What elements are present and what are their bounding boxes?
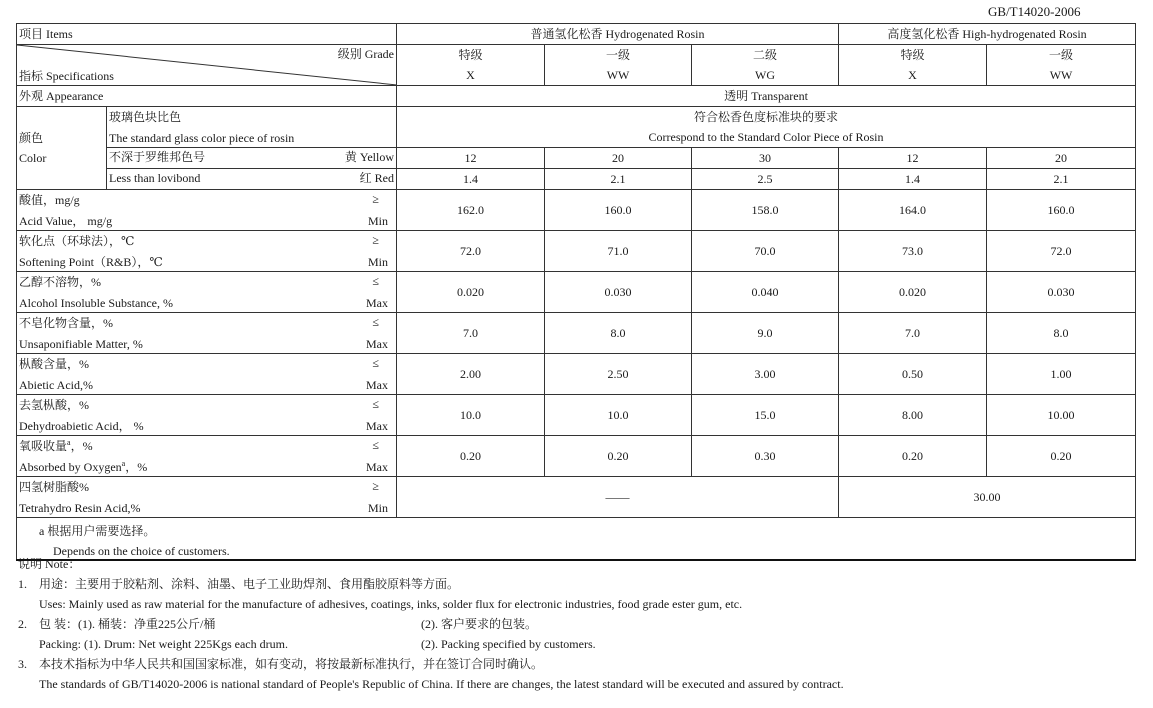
spec-value: 9.0	[692, 313, 839, 354]
appearance-label: 外观 Appearance	[17, 86, 397, 107]
tetrahydro-high-value: 30.00	[839, 477, 1136, 518]
grade-spec-corner	[17, 45, 397, 86]
table-footnote: a 根据用户需要选择。 Depends on the choice of customers.	[17, 518, 1136, 561]
spec-value: 1.00	[987, 354, 1136, 395]
spec-value: 3.00	[692, 354, 839, 395]
spec-row-label-tetrahydro: 四氢树脂酸% Tetrahydro Resin Acid,% ≥ Min	[17, 477, 397, 518]
grade-header: 一级 WW	[987, 45, 1136, 86]
glass-color-label: 玻璃色块比色 The standard glass color piece of rosin	[107, 107, 397, 148]
note-item: 2. 包 装：(1). 桶装：净重225公斤/桶 (2). 客户要求的包装。 Packing: (1). Drum: Net weight 225Kgs each drum. (2). Packing specified by customers.	[18, 617, 596, 651]
color-label: 颜色 Color	[17, 107, 107, 190]
spec-value: 71.0	[545, 231, 692, 272]
spec-row-label-oxygen: 氧吸收量$^a$，% Absorbed by Oxygen$^a$，% ≤ Max	[17, 436, 397, 477]
spec-row-label: 枞酸含量，% Abietic Acid,% ≤ Max	[17, 354, 397, 395]
spec-value: 0.30	[692, 436, 839, 477]
grade-header: 特级 X	[839, 45, 987, 86]
spec-value: 0.20	[987, 436, 1136, 477]
glass-color-value: 符合松香色度标准块的要求 Correspond to the Standard Color Piece of Rosin	[397, 107, 1136, 148]
hydrogenated-group-header: 普通氢化松香 Hydrogenated Rosin	[397, 24, 839, 45]
spec-value: 8.0	[545, 313, 692, 354]
yellow-value: 20	[545, 148, 692, 169]
spec-value: 15.0	[692, 395, 839, 436]
tetrahydro-hydro-value: ——	[397, 477, 839, 518]
spec-value: 8.00	[839, 395, 987, 436]
yellow-value: 30	[692, 148, 839, 169]
note-item: 1. 用途：主要用于胶粘剂、涂料、油墨、电子工业助焊剂、食用酯胶原料等方面。 Uses: Mainly used as raw material for the manufacture of adhesives, coatings, inks, solder flux for electronic industries, food grade ester gum, etc.	[18, 577, 743, 611]
spec-value: 7.0	[839, 313, 987, 354]
red-value: 2.5	[692, 169, 839, 190]
spec-value: 162.0	[397, 190, 545, 231]
spec-value: 7.0	[397, 313, 545, 354]
lovibond-red-label: Less than lovibond 红 Red	[107, 169, 397, 190]
spec-value: 10.0	[545, 395, 692, 436]
items-header: 项目 Items	[17, 24, 397, 45]
red-value: 2.1	[545, 169, 692, 190]
spec-value: 0.030	[545, 272, 692, 313]
high-hydrogenated-group-header: 高度氢化松香 High-hydrogenated Rosin	[839, 24, 1136, 45]
spec-value: 2.50	[545, 354, 692, 395]
yellow-value: 12	[839, 148, 987, 169]
lovibond-yellow-label: 不深于罗维邦色号 黄 Yellow	[107, 148, 397, 169]
spec-row-label: 乙醇不溶物，% Alcohol Insoluble Substance, % ≤ Max	[17, 272, 397, 313]
standard-code: GB/T14020-2006	[988, 4, 1081, 19]
grade-label: 级别 Grade	[337, 47, 395, 61]
spec-value: 0.030	[987, 272, 1136, 313]
red-value: 2.1	[987, 169, 1136, 190]
spec-row-label: 酸值，mg/g Acid Value， mg/g ≥ Min	[17, 190, 397, 231]
spec-value: 72.0	[987, 231, 1136, 272]
spec-value: 0.50	[839, 354, 987, 395]
note-item: 3. 本技术指标为中华人民共和国国家标准，如有变动，将按最新标准执行，并在签订合同时确认。 The standards of GB/T14020-2006 is national standard of People's Republic of China. If there are changes, the latest standard will be executed and assured by contract.	[18, 657, 844, 691]
spec-value: 10.00	[987, 395, 1136, 436]
spec-row-label: 去氢枞酸，% Dehydroabietic Acid， % ≤ Max	[17, 395, 397, 436]
spec-label: 指标 Specifications	[19, 69, 114, 83]
spec-value: 2.00	[397, 354, 545, 395]
yellow-value: 12	[397, 148, 545, 169]
appearance-value: 透明 Transparent	[397, 86, 1136, 107]
spec-value: 0.20	[397, 436, 545, 477]
spec-value: 0.020	[397, 272, 545, 313]
spec-value: 73.0	[839, 231, 987, 272]
notes-title: 说明 Note：	[18, 557, 81, 571]
notes-section	[18, 554, 1138, 694]
spec-value: 70.0	[692, 231, 839, 272]
spec-value: 158.0	[692, 190, 839, 231]
grade-header: 一级 WW	[545, 45, 692, 86]
spec-value: 0.040	[692, 272, 839, 313]
spec-value: 160.0	[545, 190, 692, 231]
grade-header: 二级 WG	[692, 45, 839, 86]
spec-row-label: 不皂化物含量，% Unsaponifiable Matter, % ≤ Max	[17, 313, 397, 354]
spec-value: 8.0	[987, 313, 1136, 354]
spec-value: 164.0	[839, 190, 987, 231]
yellow-value: 20	[987, 148, 1136, 169]
spec-value: 0.20	[545, 436, 692, 477]
spec-value: 10.0	[397, 395, 545, 436]
spec-value: 0.20	[839, 436, 987, 477]
spec-value: 160.0	[987, 190, 1136, 231]
red-value: 1.4	[839, 169, 987, 190]
red-value: 1.4	[397, 169, 545, 190]
grade-header: 特级 X	[397, 45, 545, 86]
spec-table	[16, 23, 1136, 561]
spec-row-label: 软化点（环球法），℃ Softening Point（R&B），℃ ≥ Min	[17, 231, 397, 272]
spec-value: 72.0	[397, 231, 545, 272]
spec-value: 0.020	[839, 272, 987, 313]
